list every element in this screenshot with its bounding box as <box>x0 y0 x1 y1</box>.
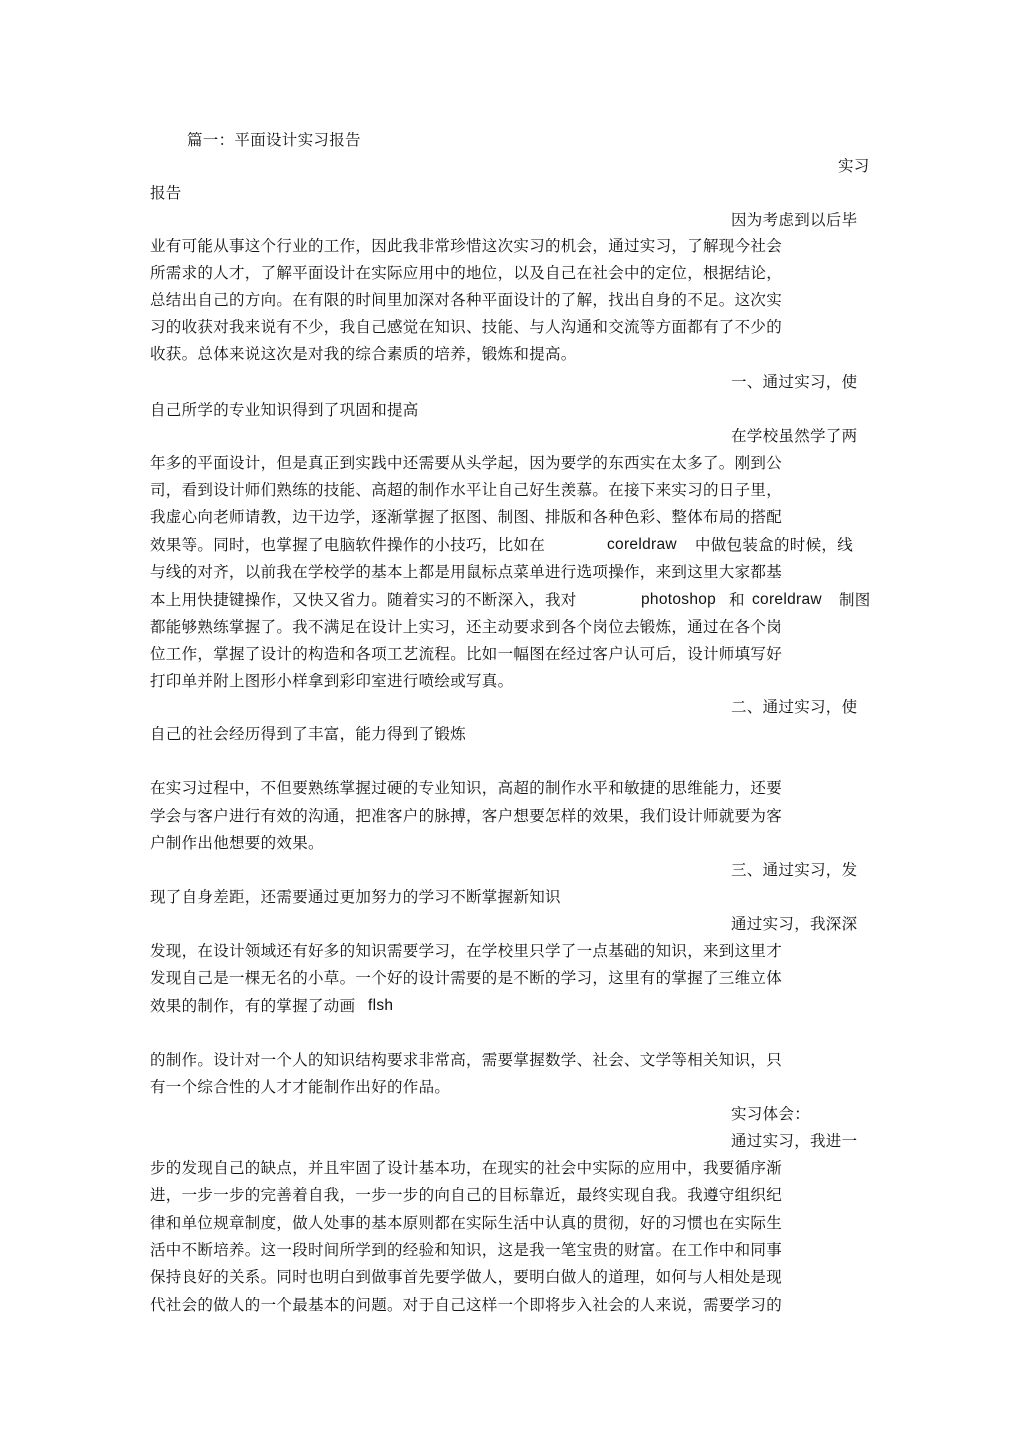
text-line: 司，看到设计师们熟练的技能、高超的制作水平让自己好生羡慕。在接下来实习的日子里， <box>150 481 783 499</box>
text-line: 发现自己是一棵无名的小草。一个好的设计需要的是不断的学习，这里有的掌握了三维立体 <box>150 969 783 987</box>
section-heading-part: 一、通过实习，使 <box>731 373 858 391</box>
document-title: 篇一：平面设计实习报告 <box>187 131 361 149</box>
text-line: 活中不断培养。这一段时间所学到的经验和知识，这是我一笔宝贵的财富。在工作中和同事 <box>150 1241 783 1259</box>
section-heading-part: 三、通过实习，发 <box>731 861 858 879</box>
text-line: 在学校虽然学了两 <box>731 427 858 445</box>
text-line: 制图 <box>839 591 871 609</box>
text-line: 在实习过程中，不但要熟练掌握过硬的专业知识，高超的制作水平和敏捷的思维能力，还要 <box>150 779 783 797</box>
text-line: 有一个综合性的人才才能制作出好的作品。 <box>150 1078 451 1096</box>
section-heading-part: 二、通过实习，使 <box>731 698 858 716</box>
text-line: 与线的对齐，以前我在学校学的基本上都是用鼠标点菜单进行选项操作，来到这里大家都基 <box>150 563 783 581</box>
text-line: 的制作。设计对一个人的知识结构要求非常高，需要掌握数学、社会、文学等相关知识，只 <box>150 1051 783 1069</box>
section-heading-part: 自己的社会经历得到了丰富，能力得到了锻炼 <box>150 725 467 743</box>
text-line: 因为考虑到以后毕 <box>731 211 858 229</box>
text-line: 习的收获对我来说有不少，我自己感觉在知识、技能、与人沟通和交流等方面都有了不少的 <box>150 318 783 336</box>
text-line: 和 <box>729 591 745 609</box>
text-line-term: coreldraw <box>752 591 822 608</box>
text-line-term: flsh <box>368 997 394 1014</box>
text-line: 收获。总体来说这次是对我的综合素质的培养，锻炼和提高。 <box>150 345 577 363</box>
text-line-term: photoshop <box>641 591 717 608</box>
text-line: 学会与客户进行有效的沟通，把准客户的脉搏，客户想要怎样的效果，我们设计师就要为客 <box>150 807 783 825</box>
text-line: 位工作，掌握了设计的构造和各项工艺流程。比如一幅图在经过客户认可后，设计师填写好 <box>150 645 783 663</box>
text-line: 步的发现自己的缺点，并且牢固了设计基本功，在现实的社会中实际的应用中，我要循序渐 <box>150 1159 783 1177</box>
text-line: 本上用快捷键操作，又快又省力。随着实习的不断深入，我对 <box>150 591 577 609</box>
text-line: 实习 <box>838 157 870 175</box>
text-line: 我虚心向老师请教，边干边学，逐渐掌握了抠图、制图、排版和各种色彩、整体布局的搭配 <box>150 508 783 526</box>
section-heading-part: 自己所学的专业知识得到了巩固和提高 <box>150 401 419 419</box>
text-line: 都能够熟练掌握了。我不满足在设计上实习，还主动要求到各个岗位去锻炼，通过在各个岗 <box>150 618 783 636</box>
text-line: 年多的平面设计，但是真正到实践中还需要从头学起，因为要学的东西实在太多了。刚到公 <box>150 454 783 472</box>
text-line: 律和单位规章制度，做人处事的基本原则都在实际生活中认真的贯彻，好的习惯也在实际生 <box>150 1214 783 1232</box>
text-line: 通过实习，我深深 <box>731 915 858 933</box>
text-line: 代社会的做人的一个最基本的问题。对于自己这样一个即将步入社会的人来说，需要学习的 <box>150 1296 783 1314</box>
text-line: 进，一步一步的完善着自我，一步一步的向自己的目标靠近，最终实现自我。我遵守组织纪 <box>150 1186 783 1204</box>
text-line: 效果等。同时，也掌握了电脑软件操作的小技巧，比如在 <box>150 536 546 554</box>
section-heading: 实习体会： <box>731 1105 811 1123</box>
text-line: 业有可能从事这个行业的工作，因此我非常珍惜这次实习的机会，通过实习，了解现今社会 <box>150 237 783 255</box>
section-heading-part: 现了自身差距，还需要通过更加努力的学习不断掌握新知识 <box>150 888 561 906</box>
text-line: 所需求的人才，了解平面设计在实际应用中的地位，以及自己在社会中的定位，根据结论， <box>150 264 783 282</box>
text-line: 效果的制作，有的掌握了动画 <box>150 997 356 1015</box>
text-line: 报告 <box>150 184 182 202</box>
text-line: 总结出自己的方向。在有限的时间里加深对各种平面设计的了解，找出自身的不足。这次实 <box>150 291 783 309</box>
text-line: 中做包装盒的时候，线 <box>695 536 854 554</box>
text-line: 打印单并附上图形小样拿到彩印室进行喷绘或写真。 <box>150 672 514 690</box>
text-line: 发现，在设计领域还有好多的知识需要学习，在学校里只学了一点基础的知识，来到这里才 <box>150 942 783 960</box>
text-line: 保持良好的关系。同时也明白到做事首先要学做人，要明白做人的道理，如何与人相处是现 <box>150 1268 783 1286</box>
text-line-term: coreldraw <box>607 536 677 553</box>
text-line: 户制作出他想要的效果。 <box>150 834 324 852</box>
text-line: 通过实习，我进一 <box>731 1132 858 1150</box>
